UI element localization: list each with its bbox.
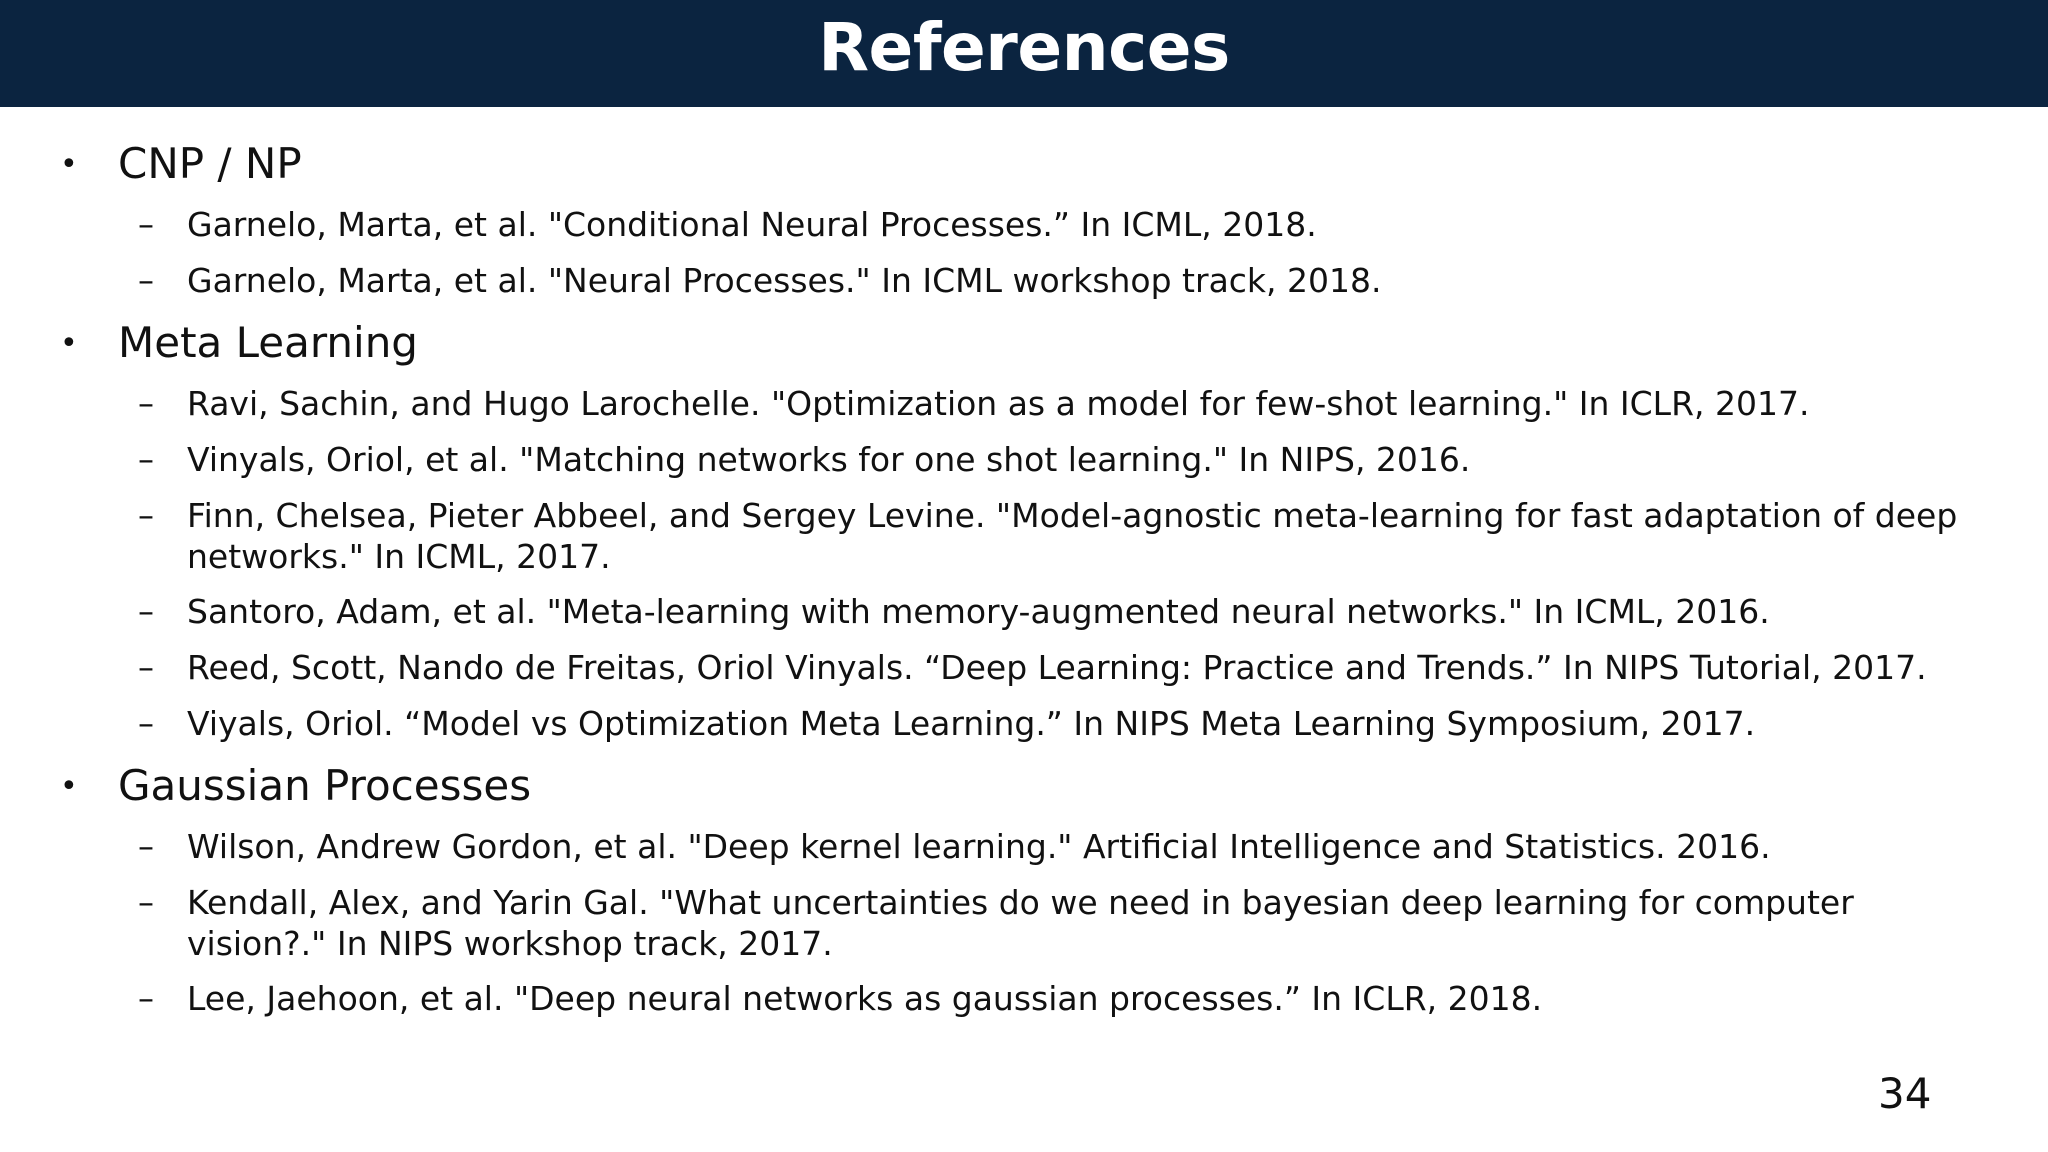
reference-text: Vinyals, Oriol, et al. "Matching networks for one shot learning." In NIPS, 2016. (187, 440, 1471, 479)
dash: – (138, 496, 154, 534)
reference-text: Viyals, Oriol. “Model vs Optimization Meta Learning.” In NIPS Meta Learning Symposium, 2017. (187, 704, 1756, 743)
dash: – (138, 704, 154, 742)
dash: – (138, 384, 154, 422)
bullet: • (60, 147, 78, 182)
section-heading: Meta Learning (118, 318, 418, 367)
section-heading: CNP / NP (118, 139, 302, 188)
reference-text: Santoro, Adam, et al. "Meta-learning with memory-augmented neural networks." In ICML, 2016. (187, 592, 1770, 631)
reference-text: Wilson, Andrew Gordon, et al. "Deep kernel learning." Artificial Intelligence and Statistics. 2016. (187, 827, 1771, 866)
dash: – (138, 592, 154, 630)
dash: – (138, 205, 154, 243)
slide-title: References (818, 8, 1230, 86)
dash: – (138, 979, 154, 1017)
section-heading: Gaussian Processes (118, 761, 532, 810)
bullet: • (60, 326, 78, 361)
page-number: 34 (1878, 1069, 1932, 1118)
dash: – (138, 827, 154, 865)
dash: – (138, 440, 154, 478)
reference-text: Ravi, Sachin, and Hugo Larochelle. "Optimization as a model for few-shot learning." In ICLR, 2017. (187, 384, 1810, 423)
reference-text: Garnelo, Marta, et al. "Conditional Neural Processes.” In ICML, 2018. (187, 205, 1317, 244)
dash: – (138, 883, 154, 921)
reference-text: Reed, Scott, Nando de Freitas, Oriol Vinyals. “Deep Learning: Practice and Trends.” In NIPS Tutorial, 2017. (187, 648, 1927, 687)
reference-text: Lee, Jaehoon, et al. "Deep neural networks as gaussian processes.” In ICLR, 2018. (187, 979, 1543, 1018)
reference-text: Kendall, Alex, and Yarin Gal. "What uncertainties do we need in bayesian deep learning for computer vision?." In NIPS workshop track, 2017. (187, 883, 1854, 963)
bullet: • (60, 769, 78, 804)
title-bar (0, 0, 2048, 107)
dash: – (138, 261, 154, 299)
reference-text: Garnelo, Marta, et al. "Neural Processes." In ICML workshop track, 2018. (187, 261, 1382, 300)
dash: – (138, 648, 154, 686)
reference-text: Finn, Chelsea, Pieter Abbeel, and Sergey Levine. "Model-agnostic meta-learning for fast adaptation of deep networks." In ICML, 2017. (187, 496, 1958, 576)
